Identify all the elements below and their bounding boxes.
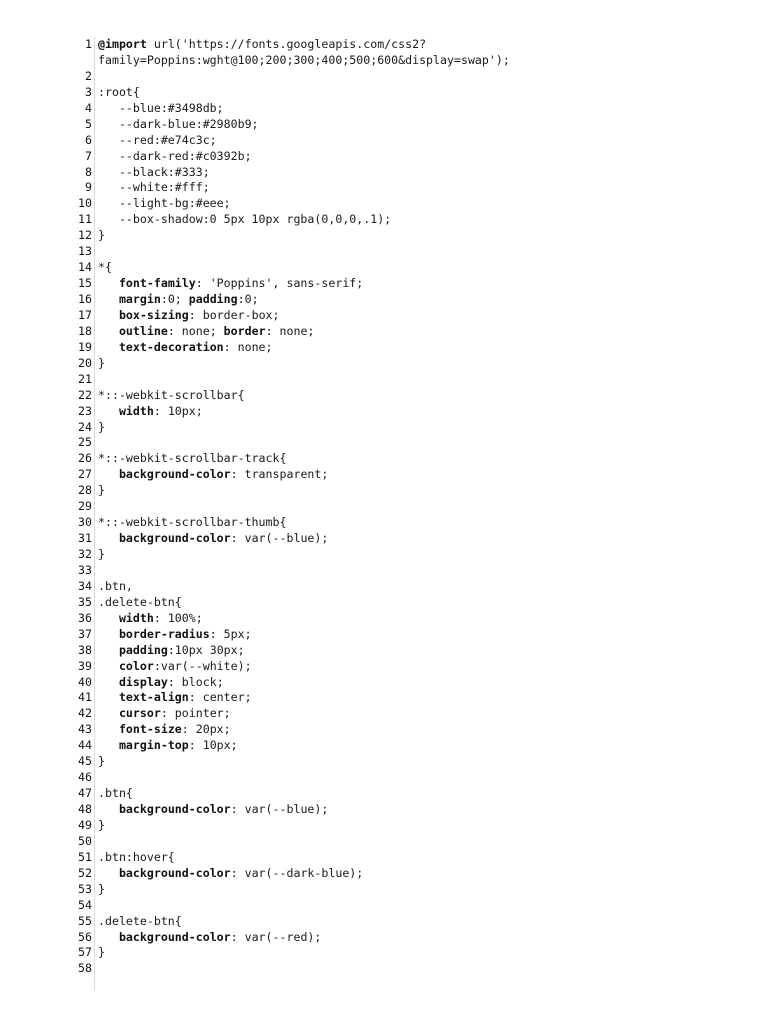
code-line	[0, 260, 768, 276]
line-number: 56	[78, 929, 92, 944]
line-number: 1	[85, 37, 92, 51]
code-token: : 10px;	[153, 403, 203, 418]
code-token: : var(--blue);	[230, 802, 329, 816]
line-content	[92, 738, 238, 754]
css-property-token: background-color	[118, 467, 231, 482]
code-token: .delete-btn{	[98, 594, 182, 609]
line-number: 19	[78, 339, 92, 354]
line-number: 35	[78, 594, 92, 609]
css-property-token: margin	[118, 292, 161, 306]
line-content	[92, 547, 105, 563]
code-line	[0, 945, 768, 961]
code-token	[98, 627, 119, 641]
line-number: 11	[78, 212, 92, 227]
code-token: .btn{	[98, 786, 133, 801]
line-content	[92, 930, 321, 946]
line-number: 30	[78, 515, 92, 530]
code-line	[0, 643, 768, 659]
code-token: : var(--blue);	[230, 531, 329, 546]
code-line	[0, 483, 768, 499]
code-token	[98, 722, 119, 736]
line-number: 28	[78, 483, 92, 498]
line-content	[92, 212, 391, 228]
code-token: .delete-btn{	[98, 913, 182, 928]
code-line	[0, 420, 768, 436]
line-number: 14	[78, 260, 92, 275]
line-number: 27	[78, 467, 92, 482]
line-number: 40	[78, 674, 92, 689]
code-token: --white:#fff;	[98, 180, 210, 195]
code-token: : var(--red);	[230, 929, 322, 944]
code-token: : 20px;	[181, 722, 231, 737]
code-line	[0, 579, 768, 595]
line-content	[92, 467, 328, 483]
line-number: 49	[78, 817, 92, 832]
code-line	[0, 961, 768, 977]
line-content	[92, 292, 259, 308]
line-number: 45	[78, 754, 92, 769]
code-line	[0, 499, 768, 515]
line-number: 33	[78, 562, 92, 577]
code-line	[0, 196, 768, 212]
code-line	[0, 467, 768, 483]
line-content	[92, 340, 273, 356]
code-line	[0, 595, 768, 611]
css-property-token: background-color	[118, 929, 231, 944]
line-content	[92, 563, 98, 579]
line-number: 51	[78, 849, 92, 864]
css-property-token: outline	[118, 323, 168, 338]
line-number: 58	[78, 961, 92, 976]
code-line	[0, 611, 768, 627]
line-number: 6	[85, 132, 92, 147]
code-token: : none;	[265, 323, 315, 338]
css-property-token: border-radius	[118, 626, 210, 641]
code-line	[0, 675, 768, 691]
line-number: 38	[78, 642, 92, 657]
line-content	[92, 579, 133, 595]
code-token: }	[98, 547, 105, 561]
code-token: *::-webkit-scrollbar-thumb{	[98, 515, 287, 530]
code-token: : pointer;	[160, 706, 231, 721]
code-line	[0, 37, 768, 53]
line-content	[92, 675, 224, 691]
code-token: : var(--dark-blue);	[230, 865, 364, 880]
css-property-token: display	[118, 674, 168, 689]
line-content	[92, 149, 252, 165]
line-number: 23	[78, 403, 92, 418]
line-number: 55	[78, 913, 92, 928]
line-number: 29	[78, 499, 92, 514]
code-token: :var(--white);	[153, 658, 252, 673]
code-token	[98, 308, 119, 322]
line-content	[92, 834, 98, 850]
code-line	[0, 308, 768, 324]
css-property-token: text-align	[118, 690, 189, 705]
code-line	[0, 882, 768, 898]
code-token: }	[98, 945, 105, 960]
line-content	[92, 308, 280, 324]
css-property-token: padding	[118, 642, 168, 657]
line-content	[92, 451, 286, 467]
code-token: : transparent;	[230, 467, 329, 482]
line-number: 37	[78, 626, 92, 641]
line-content	[92, 53, 510, 69]
line-content	[92, 898, 98, 914]
line-number: 22	[78, 387, 92, 402]
code-line	[0, 53, 768, 69]
code-line	[0, 627, 768, 643]
css-property-token: width	[118, 403, 154, 418]
line-number: 7	[85, 148, 92, 163]
line-number	[0, 53, 92, 69]
css-property-token: @import	[98, 37, 147, 51]
code-token	[98, 930, 119, 944]
line-content	[92, 722, 231, 738]
code-token: --blue:#3498db;	[98, 100, 224, 115]
code-token: : border-box;	[188, 307, 280, 322]
line-content	[92, 945, 105, 961]
line-content	[92, 180, 210, 196]
line-number: 17	[78, 307, 92, 322]
css-property-token: background-color	[118, 531, 231, 546]
line-number: 36	[78, 610, 92, 625]
code-token	[98, 324, 119, 338]
line-number: 44	[78, 738, 92, 753]
code-line	[0, 404, 768, 420]
line-number: 34	[78, 578, 92, 593]
line-number: 5	[85, 116, 92, 131]
code-line	[0, 659, 768, 675]
line-number: 31	[78, 531, 92, 546]
line-number: 42	[78, 706, 92, 721]
line-content	[92, 85, 140, 101]
line-content	[92, 196, 231, 212]
code-token: }	[98, 483, 105, 498]
code-token: url('https://fonts.googleapis.com/css2?	[146, 37, 427, 51]
code-line	[0, 435, 768, 451]
code-token: : 5px;	[209, 626, 252, 641]
code-line	[0, 388, 768, 404]
line-content	[92, 324, 314, 340]
code-token: --light-bg:#eee;	[98, 196, 231, 211]
line-number: 25	[78, 435, 92, 450]
line-number: 48	[78, 802, 92, 816]
code-line	[0, 690, 768, 706]
code-token: --black:#333;	[98, 164, 210, 179]
line-content	[92, 850, 175, 866]
line-content	[92, 420, 105, 436]
line-content	[92, 69, 98, 85]
line-number: 53	[78, 881, 92, 896]
code-line	[0, 818, 768, 834]
line-content	[92, 595, 182, 611]
code-token: family=Poppins:wght@100;200;300;400;500;600&display=swap');	[98, 52, 510, 67]
line-content	[92, 117, 259, 133]
line-content	[92, 786, 133, 802]
line-number: 57	[78, 945, 92, 960]
line-content	[92, 435, 98, 451]
css-property-token: color	[118, 658, 154, 673]
code-token: :0;	[160, 292, 189, 306]
css-property-token: border	[223, 323, 266, 338]
line-content	[92, 754, 105, 770]
code-line	[0, 754, 768, 770]
code-token: .btn,	[98, 578, 133, 593]
line-content	[92, 244, 98, 260]
line-content	[92, 531, 328, 547]
code-token	[98, 467, 119, 481]
code-line	[0, 180, 768, 196]
code-line	[0, 244, 768, 260]
line-number: 54	[78, 897, 92, 912]
code-line	[0, 356, 768, 372]
code-token	[98, 659, 119, 673]
line-content	[92, 499, 98, 515]
code-token: }	[98, 228, 105, 243]
code-token: --red:#e74c3c;	[98, 132, 217, 147]
code-line	[0, 212, 768, 228]
line-number: 10	[78, 196, 92, 211]
css-property-token: margin-top	[118, 738, 189, 753]
line-number: 3	[85, 84, 92, 99]
code-token: }	[98, 881, 105, 896]
code-token: }	[98, 355, 105, 370]
line-number: 13	[78, 244, 92, 259]
code-token: }	[98, 419, 105, 434]
line-content	[92, 37, 426, 53]
code-line	[0, 898, 768, 914]
code-line	[0, 866, 768, 882]
line-number: 32	[78, 547, 92, 561]
code-token	[98, 276, 119, 290]
css-property-token: background-color	[118, 802, 231, 816]
css-property-token: width	[118, 610, 154, 625]
code-token: : 100%;	[153, 610, 203, 625]
line-content	[92, 611, 203, 627]
css-property-token: background-color	[118, 865, 231, 880]
code-token: : 'Poppins', sans-serif;	[195, 276, 364, 291]
line-content	[92, 165, 210, 181]
line-content	[92, 866, 363, 882]
code-token: :root{	[98, 84, 140, 99]
code-line	[0, 372, 768, 388]
code-line	[0, 324, 768, 340]
code-token: : none;	[167, 323, 224, 338]
code-line	[0, 515, 768, 531]
code-token: :10px 30px;	[167, 642, 245, 657]
css-property-token: cursor	[118, 706, 161, 721]
code-token	[98, 675, 119, 689]
code-token	[98, 404, 119, 418]
css-property-token: box-sizing	[118, 307, 189, 322]
line-content	[92, 515, 286, 531]
line-number: 50	[78, 833, 92, 848]
line-content	[92, 818, 105, 834]
line-content	[92, 627, 252, 643]
code-token: *::-webkit-scrollbar-track{	[98, 451, 287, 466]
code-token: --dark-blue:#2980b9;	[98, 116, 259, 131]
code-line	[0, 276, 768, 292]
code-line	[0, 69, 768, 85]
line-content	[92, 228, 105, 244]
line-content	[92, 483, 105, 499]
line-content	[92, 802, 328, 818]
code-token	[98, 340, 119, 354]
css-property-token: padding	[188, 292, 238, 306]
line-number: 41	[78, 690, 92, 705]
code-token: *{	[98, 260, 112, 275]
code-line	[0, 930, 768, 946]
code-token	[98, 643, 119, 657]
code-line	[0, 340, 768, 356]
line-number: 43	[78, 722, 92, 737]
code-line	[0, 738, 768, 754]
line-content	[92, 101, 224, 117]
line-number: 18	[78, 323, 92, 338]
code-line	[0, 722, 768, 738]
line-content	[92, 133, 217, 149]
code-token: }	[98, 754, 105, 769]
line-content	[92, 914, 182, 930]
line-number: 47	[78, 786, 92, 801]
line-number: 39	[78, 658, 92, 673]
code-line	[0, 451, 768, 467]
code-token	[98, 531, 119, 545]
code-line	[0, 802, 768, 818]
line-number: 4	[85, 100, 92, 115]
code-line	[0, 850, 768, 866]
line-number: 46	[78, 770, 92, 785]
code-token	[98, 802, 119, 816]
line-number: 21	[78, 371, 92, 386]
code-token	[98, 738, 119, 752]
code-line	[0, 101, 768, 117]
line-number: 8	[85, 164, 92, 179]
code-block	[0, 37, 768, 977]
line-content	[92, 388, 245, 404]
code-token: : center;	[188, 690, 252, 705]
line-number: 2	[85, 68, 92, 83]
line-number: 24	[78, 419, 92, 434]
code-line	[0, 149, 768, 165]
code-token	[98, 690, 119, 704]
code-token: --box-shadow:0 5px 10px rgba(0,0,0,.1);	[98, 212, 392, 227]
line-number: 26	[78, 451, 92, 466]
line-content	[92, 706, 231, 722]
code-line	[0, 786, 768, 802]
code-token	[98, 866, 119, 880]
code-token: : block;	[167, 674, 224, 689]
code-line	[0, 133, 768, 149]
line-content	[92, 882, 105, 898]
line-content	[92, 276, 363, 292]
css-property-token: text-decoration	[118, 339, 224, 354]
code-line	[0, 547, 768, 563]
code-token: .btn:hover{	[98, 849, 175, 864]
code-line	[0, 770, 768, 786]
code-token: :0;	[237, 292, 259, 306]
code-line	[0, 706, 768, 722]
code-line	[0, 563, 768, 579]
code-line	[0, 117, 768, 133]
line-number: 15	[78, 276, 92, 291]
code-line	[0, 292, 768, 308]
code-line	[0, 914, 768, 930]
line-number: 9	[85, 180, 92, 195]
line-number: 52	[78, 865, 92, 880]
code-token: --dark-red:#c0392b;	[98, 148, 252, 163]
line-content	[92, 356, 105, 372]
css-property-token: font-family	[118, 276, 196, 291]
line-content	[92, 690, 252, 706]
line-number: 12	[78, 228, 92, 243]
code-line	[0, 165, 768, 181]
line-content	[92, 770, 98, 786]
code-line	[0, 228, 768, 244]
line-content	[92, 643, 245, 659]
code-line	[0, 834, 768, 850]
code-line	[0, 85, 768, 101]
code-token: }	[98, 817, 105, 832]
line-number: 16	[78, 292, 92, 306]
line-content	[92, 659, 252, 675]
code-token: : none;	[223, 339, 273, 354]
line-content	[92, 372, 98, 388]
code-token	[98, 611, 119, 625]
code-token	[98, 292, 119, 306]
code-token: *::-webkit-scrollbar{	[98, 387, 245, 402]
code-line	[0, 531, 768, 547]
css-property-token: font-size	[118, 722, 182, 737]
code-token	[98, 706, 119, 720]
code-token: : 10px;	[188, 738, 238, 753]
line-content	[92, 404, 203, 420]
line-content	[92, 260, 112, 276]
line-content	[92, 961, 98, 977]
line-number: 20	[78, 355, 92, 370]
